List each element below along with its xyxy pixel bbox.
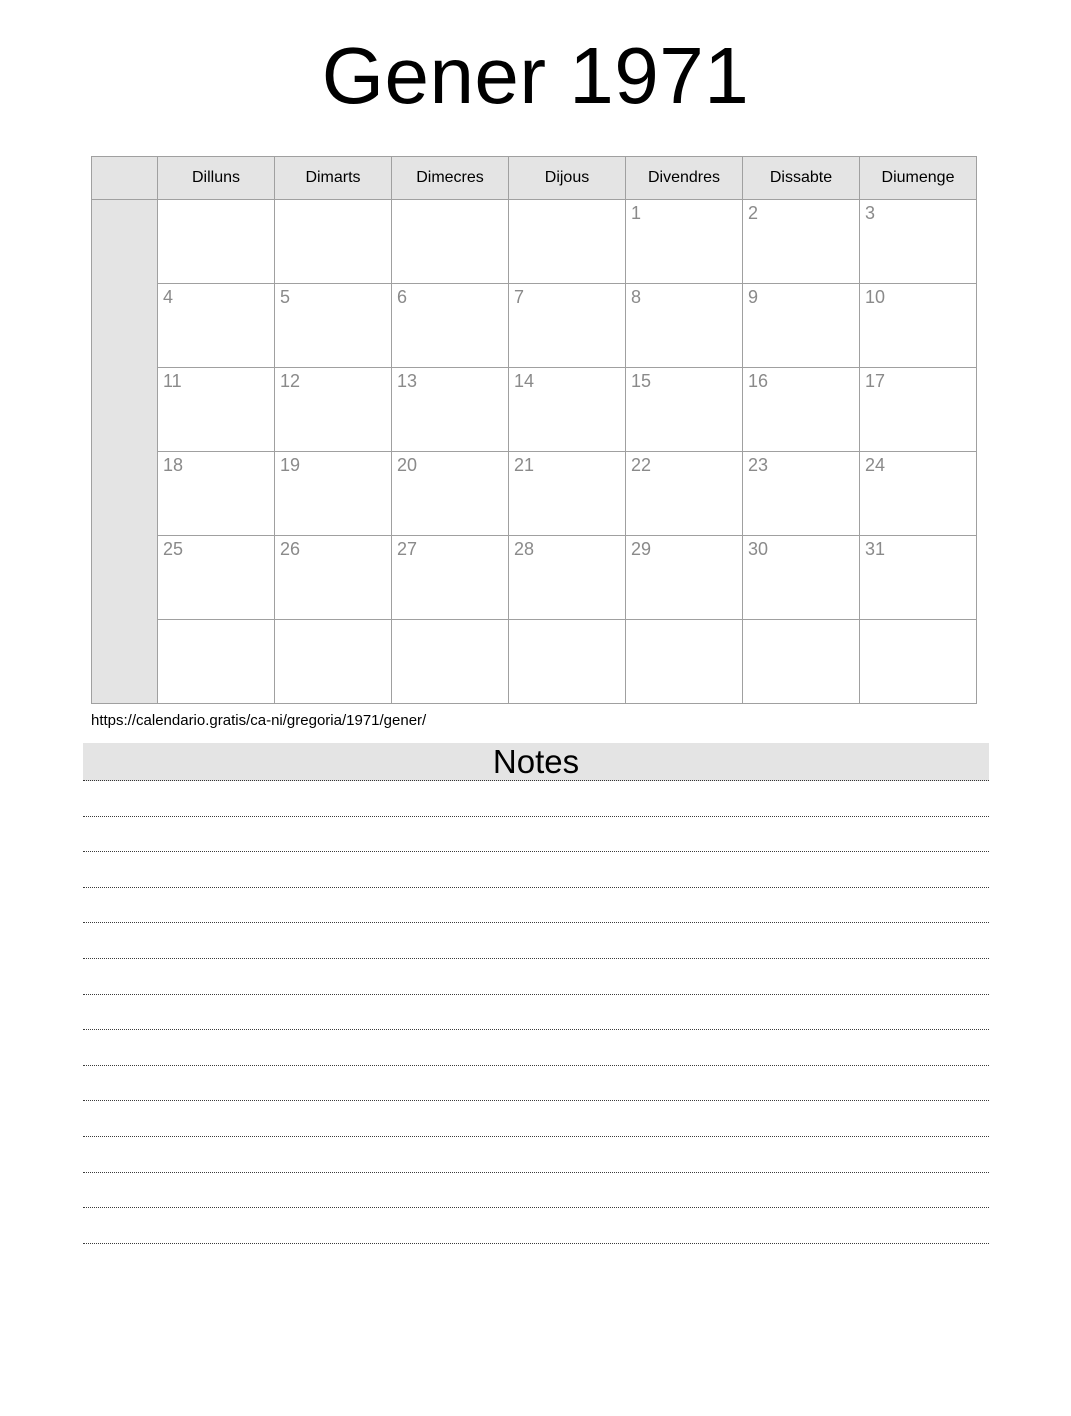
calendar-day-cell: 29 xyxy=(626,536,743,620)
day-header-cell: Dijous xyxy=(509,157,626,200)
calendar-day-cell: 28 xyxy=(509,536,626,620)
calendar-day-cell xyxy=(509,620,626,704)
note-line xyxy=(83,995,989,1031)
side-column-cell xyxy=(92,200,158,704)
calendar-day-cell: 2 xyxy=(743,200,860,284)
calendar-day-cell: 15 xyxy=(626,368,743,452)
note-line xyxy=(83,888,989,924)
calendar-day-cell: 3 xyxy=(860,200,977,284)
calendar-day-cell: 23 xyxy=(743,452,860,536)
calendar-day-cell xyxy=(626,620,743,704)
calendar-week-row xyxy=(92,620,977,704)
calendar-header-row xyxy=(92,157,977,200)
calendar-day-cell: 17 xyxy=(860,368,977,452)
note-line xyxy=(83,1208,989,1244)
note-line xyxy=(83,781,989,817)
calendar-day-cell: 24 xyxy=(860,452,977,536)
calendar-corner-cell xyxy=(92,157,158,200)
calendar-week-row xyxy=(92,200,977,284)
calendar-day-cell: 19 xyxy=(275,452,392,536)
note-line xyxy=(83,1137,989,1173)
note-line xyxy=(83,852,989,888)
calendar-day-cell: 7 xyxy=(509,284,626,368)
notes-title: Notes xyxy=(83,743,989,781)
calendar-day-cell: 5 xyxy=(275,284,392,368)
calendar-day-cell: 20 xyxy=(392,452,509,536)
calendar-header xyxy=(92,157,977,200)
note-line xyxy=(83,1101,989,1137)
day-header-cell: Diumenge xyxy=(860,157,977,200)
calendar-day-cell: 27 xyxy=(392,536,509,620)
calendar-day-cell xyxy=(392,620,509,704)
calendar-day-cell xyxy=(392,200,509,284)
calendar-day-cell: 18 xyxy=(158,452,275,536)
notes-section xyxy=(83,743,989,1244)
calendar-day-cell xyxy=(860,620,977,704)
calendar-day-cell xyxy=(275,620,392,704)
notes-lines xyxy=(83,781,989,1244)
calendar-day-cell xyxy=(743,620,860,704)
calendar-day-cell xyxy=(158,200,275,284)
calendar-day-cell: 11 xyxy=(158,368,275,452)
calendar-table xyxy=(91,156,977,704)
calendar-day-cell xyxy=(158,620,275,704)
day-header-cell: Dissabte xyxy=(743,157,860,200)
note-line xyxy=(83,817,989,853)
calendar-day-cell: 9 xyxy=(743,284,860,368)
calendar-day-cell: 6 xyxy=(392,284,509,368)
calendar-day-cell: 21 xyxy=(509,452,626,536)
calendar-day-cell: 13 xyxy=(392,368,509,452)
calendar-week-row xyxy=(92,284,977,368)
note-line xyxy=(83,1030,989,1066)
page-title: Gener 1971 xyxy=(321,31,750,120)
calendar-day-cell: 26 xyxy=(275,536,392,620)
calendar-week-row xyxy=(92,368,977,452)
day-header-cell: Dilluns xyxy=(158,157,275,200)
calendar-week-row xyxy=(92,452,977,536)
note-line xyxy=(83,923,989,959)
calendar-day-cell: 30 xyxy=(743,536,860,620)
calendar-body xyxy=(92,200,977,704)
calendar-day-cell: 16 xyxy=(743,368,860,452)
source-url: https://calendario.gratis/ca-ni/gregoria/1971/gener/ xyxy=(91,712,427,729)
day-header-cell: Dimecres xyxy=(392,157,509,200)
calendar-day-cell: 25 xyxy=(158,536,275,620)
note-line xyxy=(83,1066,989,1102)
calendar-day-cell: 14 xyxy=(509,368,626,452)
calendar-day-cell: 8 xyxy=(626,284,743,368)
calendar-day-cell: 12 xyxy=(275,368,392,452)
calendar-day-cell: 22 xyxy=(626,452,743,536)
calendar-day-cell: 10 xyxy=(860,284,977,368)
day-header-cell: Dimarts xyxy=(275,157,392,200)
calendar-day-cell: 31 xyxy=(860,536,977,620)
note-line xyxy=(83,1173,989,1209)
day-header-cell: Divendres xyxy=(626,157,743,200)
calendar-day-cell xyxy=(509,200,626,284)
calendar-day-cell xyxy=(275,200,392,284)
note-line xyxy=(83,959,989,995)
calendar-week-row xyxy=(92,536,977,620)
calendar-day-cell: 1 xyxy=(626,200,743,284)
calendar-day-cell: 4 xyxy=(158,284,275,368)
